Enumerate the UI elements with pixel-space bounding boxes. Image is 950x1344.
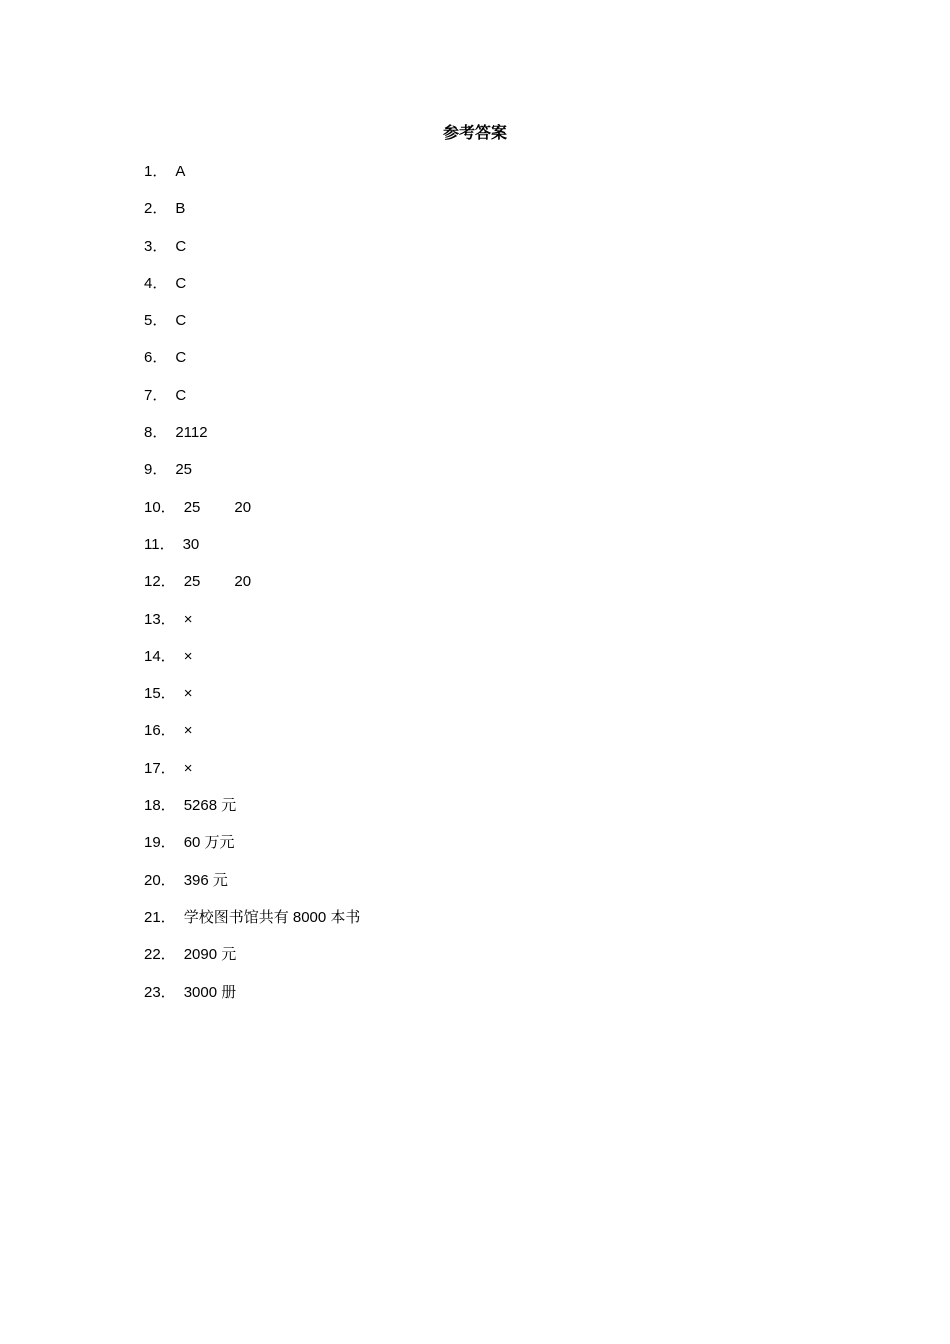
answer-value: C (175, 349, 187, 367)
answer-item (144, 906, 360, 943)
answer-item (144, 645, 360, 682)
answer-item (144, 458, 360, 495)
answer-number: 23． (144, 983, 176, 1001)
answer-number: 19． (144, 834, 176, 852)
answer-value: 25 (183, 573, 201, 591)
answer-value: B (175, 200, 186, 218)
answer-list (144, 160, 360, 1018)
answer-number: 14． (144, 647, 176, 665)
answer-value: 2090 元 (183, 946, 237, 964)
answer-number: 12． (144, 573, 176, 591)
answer-value: × (183, 759, 193, 777)
answer-number: 21． (144, 908, 176, 926)
answer-number: 5． (144, 312, 168, 330)
answer-value: × (183, 685, 193, 703)
answer-item (144, 981, 360, 1018)
answer-item (144, 421, 360, 458)
answer-number: 20． (144, 871, 176, 889)
answer-number: 17． (144, 759, 176, 777)
answer-value: 25 (183, 498, 201, 516)
answer-value-second: 20 (234, 498, 252, 516)
answer-item (144, 272, 360, 309)
answer-item (144, 309, 360, 346)
answer-value: C (175, 237, 187, 255)
answer-number: 2． (144, 200, 168, 218)
answer-item (144, 608, 360, 645)
answer-number: 6． (144, 349, 168, 367)
answer-item (144, 869, 360, 906)
answer-item (144, 197, 360, 234)
answer-value: 2112 (175, 424, 208, 442)
answer-value: 25 (175, 461, 193, 479)
answer-item (144, 682, 360, 719)
answer-value: × (183, 610, 193, 628)
answer-item (144, 831, 360, 868)
answer-value: 学校图书馆共有 8000 本书 (183, 908, 361, 926)
answer-number: 11． (144, 535, 175, 553)
answer-value: 5268 元 (183, 797, 237, 815)
answer-value: C (175, 274, 187, 292)
page-title: 参考答案 (442, 123, 507, 142)
answer-number: 16． (144, 722, 176, 740)
answer-value: × (183, 722, 193, 740)
answer-value: 396 元 (183, 871, 228, 889)
answer-value: C (175, 386, 187, 404)
answer-number: 10． (144, 498, 176, 516)
answer-item (144, 757, 360, 794)
answer-value: A (175, 163, 186, 180)
answer-item (144, 794, 360, 831)
answer-item (144, 496, 360, 533)
answer-number: 1． (144, 163, 168, 180)
answer-number: 4． (144, 274, 168, 292)
answer-item (144, 719, 360, 756)
answer-item (144, 346, 360, 383)
answer-number: 22． (144, 946, 176, 964)
answer-value: 3000 册 (183, 983, 237, 1001)
answer-item (144, 570, 360, 607)
answer-number: 18． (144, 797, 176, 815)
answer-number: 7． (144, 386, 168, 404)
answer-number: 15． (144, 685, 176, 703)
answer-value: 30 (182, 535, 200, 553)
answer-number: 3． (144, 237, 168, 255)
answer-item (144, 943, 360, 980)
answer-value-second: 20 (234, 573, 252, 591)
answer-item (144, 384, 360, 421)
answer-number: 8． (144, 424, 168, 442)
answer-item (144, 160, 360, 197)
answer-number: 9． (144, 461, 168, 479)
answer-value: C (175, 312, 187, 330)
answer-value: 60 万元 (183, 834, 235, 852)
answer-value: × (183, 647, 193, 665)
answer-item (144, 235, 360, 272)
answer-item (144, 533, 360, 570)
answer-number: 13． (144, 610, 176, 628)
